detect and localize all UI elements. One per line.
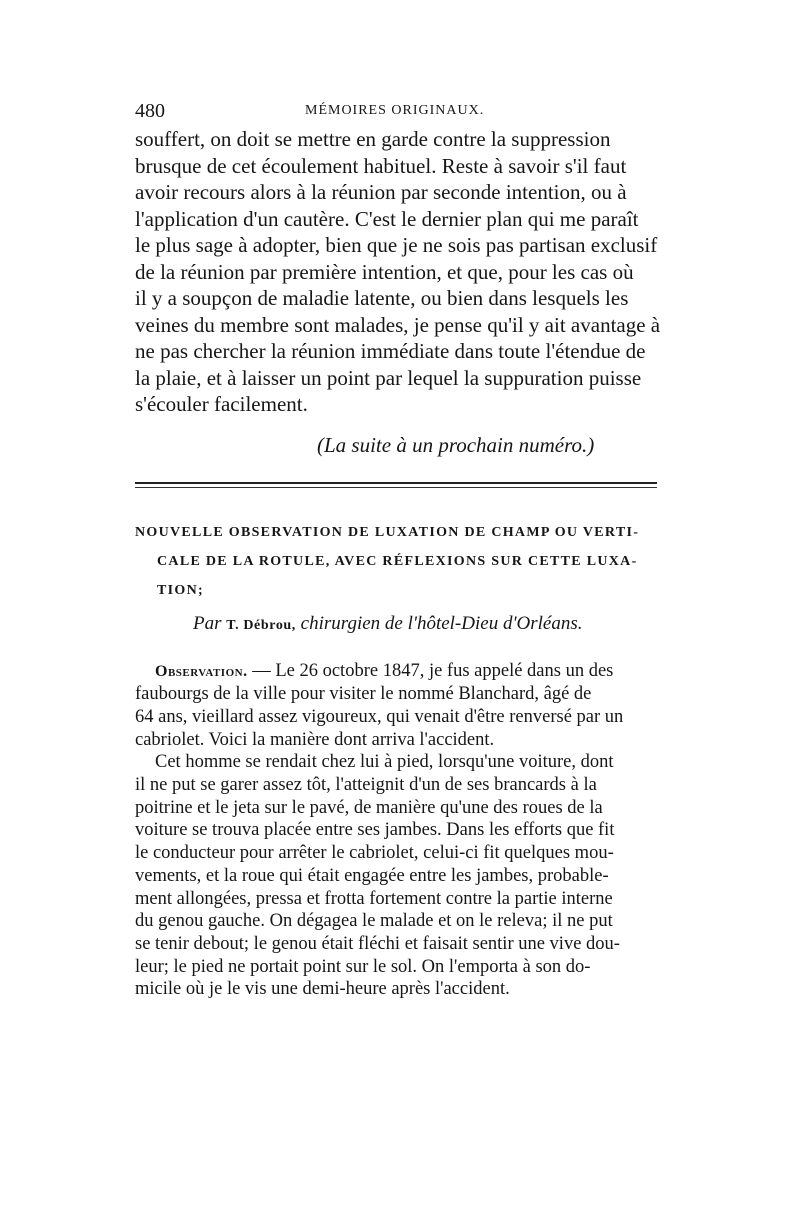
text-line: poitrine et le jeta sur le pavé, de manière qu'une des roues de la <box>135 797 603 818</box>
author-role: chirurgien de l'hôtel-Dieu d'Orléans. <box>300 612 583 634</box>
text-line: avoir recours alors à la réunion par seconde intention, ou à <box>135 180 627 204</box>
divider-thick <box>135 482 657 484</box>
title-line: CALE DE LA ROTULE, AVEC RÉFLEXIONS SUR CETTE LUXA- <box>157 553 638 569</box>
text-line: leur; le pied ne portait point sur le sol. On l'emporta à son do- <box>135 956 591 977</box>
text-line: ment allongées, pressa et frotta fortement contre la partie interne <box>135 888 613 909</box>
book-page <box>135 100 661 1001</box>
text-line: 64 ans, vieillard assez vigoureux, qui venait d'être renversé par un <box>135 706 624 727</box>
observation-first-line: — Le 26 octobre 1847, je fus appelé dans un des <box>247 660 614 681</box>
title-line: NOUVELLE OBSERVATION DE LUXATION DE CHAMP OU VERTI- <box>135 524 640 540</box>
continued-note: (La suite à un prochain numéro.) <box>317 432 595 457</box>
text-line: l'application d'un cautère. C'est le dernier plan qui me paraît <box>135 206 639 231</box>
running-title: MÉMOIRES ORIGINAUX. <box>305 103 485 118</box>
text-line: vements, et la roue qui était engagée entre les jambes, probable- <box>135 865 609 886</box>
text-line: micile où je le vis une demi-heure après l'accident. <box>135 979 510 1000</box>
page-header <box>135 100 657 126</box>
text-line: faubourgs de la ville pour visiter le nommé Blanchard, âgé de <box>135 684 592 705</box>
observation-lead: Observation. <box>155 662 248 680</box>
title-line: TION; <box>157 582 204 598</box>
article-title <box>135 518 657 605</box>
text-line: la plaie, et à laisser un point par lequel la suppuration puisse <box>135 365 642 390</box>
text-line: brusque de cet écoulement habituel. Reste à savoir s'il faut <box>135 153 627 178</box>
observation-text <box>135 660 657 1002</box>
author-line <box>135 613 657 635</box>
text-line: de la réunion par première intention, et que, pour les cas où <box>135 259 634 284</box>
text-line: Cet homme se rendait chez lui à pied, lorsqu'une voiture, dont <box>155 752 614 773</box>
page-number: 480 <box>135 100 165 122</box>
text-line: se tenir debout; le genou était fléchi et faisait sentir une vive dou- <box>135 933 620 954</box>
text-line <box>135 660 657 684</box>
author-prefix: Par <box>193 612 222 634</box>
divider-thin <box>135 487 657 488</box>
text-line: veines du membre sont malades, je pense qu'il y ait avantage à <box>135 312 661 337</box>
text-line: le plus sage à adopter, bien que je ne sois pas partisan exclusif <box>135 233 658 257</box>
text-line: le conducteur pour arrêter le cabriolet, celui-ci fit quelques mou- <box>135 843 614 864</box>
text-line: il ne put se garer assez tôt, l'atteignit d'un de ses brancards à la <box>135 775 597 796</box>
text-line: ne pas chercher la réunion immédiate dans toute l'étendue de <box>135 339 646 363</box>
text-line: cabriolet. Voici la manière dont arriva l'accident. <box>135 729 495 750</box>
text-line: souffert, on doit se mettre en garde contre la suppression <box>135 127 611 151</box>
text-line: du genou gauche. On dégagea le malade et on le releva; il ne put <box>135 911 613 932</box>
text-line: voiture se trouva placée entre ses jambes. Dans les efforts que fit <box>135 820 615 841</box>
author-name: T. Débrou, <box>226 617 296 633</box>
previous-article-text <box>135 126 661 418</box>
text-line: s'écouler facilement. <box>135 392 308 416</box>
section-divider <box>135 482 657 488</box>
text-line: il y a soupçon de maladie latente, ou bien dans lesquels les <box>135 286 629 310</box>
